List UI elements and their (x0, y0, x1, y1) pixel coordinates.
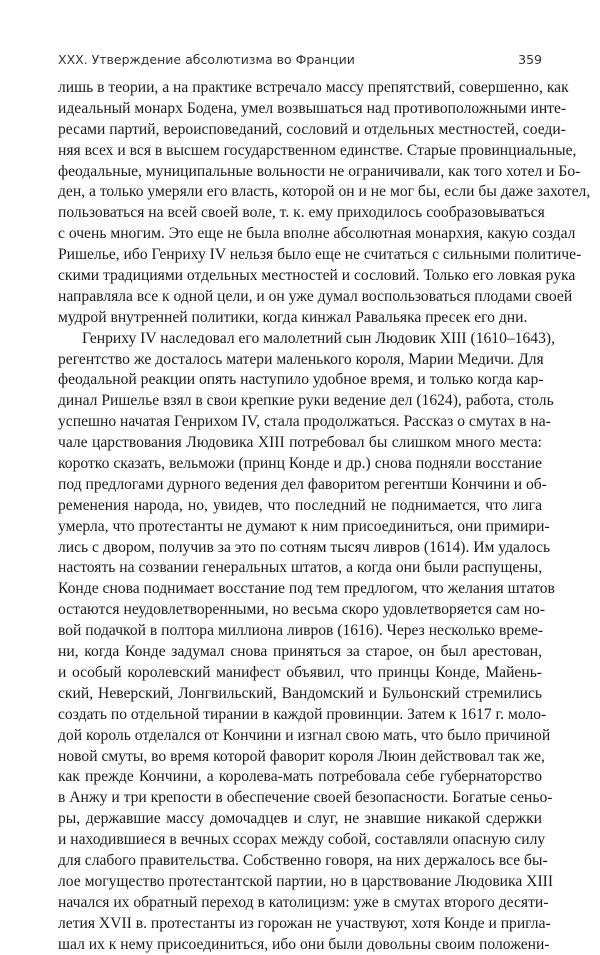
text-line: феодальной реакции опять наступило удобное время, и только когда кар- (58, 371, 544, 389)
text-line: коротко сказать, вельможи (принц Конде и др.) снова подняли восстание (58, 455, 542, 473)
text-line: Генриху IV наследовал его малолетний сын Людовик XIII (1610–1643), (82, 329, 555, 347)
text-line: чале царствования Людовика XIII потребовал бы слишком много места: (58, 434, 542, 452)
text-line: вой подачкой в полтора миллиона ливров (1616). Через несколько време- (58, 622, 544, 640)
running-header (58, 52, 542, 70)
text-line: остаются неудовлетворенными, но весьма скоро удовлетворяется сам но- (58, 601, 546, 619)
text-line: создать по отдельной тирании в каждой провинции. Затем к 1617 г. моло- (58, 705, 547, 723)
text-line: ресами партий, вероисповеданий, сословий и отдельных местностей, соеди- (58, 120, 566, 138)
text-line: ременения народа, но, увидев, что последний не поднимается, что лига (58, 496, 542, 514)
text-line: лись с двором, получив за это по сотням тысяч ливров (1614). Им удалось (58, 538, 551, 556)
text-line: регентство же досталось матери маленького короля, Марии Медичи. Для (58, 350, 544, 368)
text-line: с очень многим. Это еще не была вполне абсолютная монархия, какую создал (58, 225, 576, 243)
text-line: мудрой внутренней политики, когда кинжал Равальяка пресек его дни. (58, 308, 528, 326)
text-line: Конде снова поднимает восстание под тем предлогом, что желания штатов (58, 580, 555, 598)
text-line: шал их к нему присоединиться, ибо они были довольны своим положени- (58, 935, 550, 953)
text-line: начался их обратный переход в католицизм: уже в смутах второго десяти- (58, 893, 549, 911)
text-line: успешно начатая Генрихом IV, стала продолжаться. Рассказ о смутах в на- (58, 413, 551, 431)
text-line: ден, а только умеряли его власть, которой он и не мог бы, если бы даже захотел, (58, 183, 591, 201)
text-line: лое могущество протестантской партии, но в царствование Людовика XIII (58, 872, 554, 890)
text-line: настоять на созвании генеральных штатов, а когда они были распущены, (58, 559, 543, 577)
text-line: и особый королевский манифест объявил, что принцы Конде, Майень- (58, 663, 542, 681)
text-line: идеальный монарх Бодена, умел возвышаться над противоположными инте- (58, 99, 567, 117)
page-number: 359 (518, 52, 542, 67)
text-line: дой король отделался от Кончини и изгнал свою мать, что было причиной (58, 726, 551, 744)
text-line: ры, державшие массу домочадцев и слуг, не знавшие никакой сдержки (58, 810, 542, 828)
chapter-title: XXX. Утверждение абсолютизма во Франции (58, 52, 355, 67)
text-line: скими традициями отдельных местностей и сословий. Только его ловкая рука (58, 267, 576, 285)
text-line: Ришелье, ибо Генриху IV нельзя было еще не считаться с сильными политиче- (58, 246, 582, 264)
text-line: и находившиеся в вечных ссорах между собой, составляли опасную силу (58, 831, 546, 849)
text-line: новой смуты, во время которой фаворит короля Люин действовал так же, (58, 747, 545, 765)
text-line: в Анжу и три крепости в обеспечение своей безопасности. Богатые сеньо- (58, 789, 553, 807)
text-line: направляла все к одной цели, и он уже думал воспользоваться плодами своей (58, 287, 573, 305)
text-line: под предлогами дурного ведения дел фаворитом регентши Кончини и об- (58, 475, 547, 493)
text-line: лишь в теории, а на практике встречало массу препятствий, совершенно, как (58, 79, 569, 96)
text-line: пользоваться на всей своей воле, т. к. ему приходилось сообразовываться (58, 204, 545, 222)
text-line: няя всех и вся в высшем государственном единстве. Старые провинциальные, (58, 141, 577, 159)
text-line: умерла, что протестанты не думают к ним присоединиться, они примири- (58, 517, 550, 535)
text-line: ский, Неверский, Лонгвильский, Вандомский и Бульонский стремились (58, 684, 542, 702)
text-line: динал Ришелье взял в свои крепкие руки ведение дел (1624), работа, столь (58, 392, 554, 410)
text-line: ни, когда Конде задумал снова приняться за старое, он был арестован, (58, 643, 542, 661)
text-line: как прежде Кончини, а королева-мать потребовала себе губернаторство (58, 768, 542, 786)
text-line: для слабого правительства. Собственно говоря, на них держалось все бы- (58, 851, 548, 869)
text-line: феодальные, муниципальные вольности не ограничивали, как того хотел и Бо- (58, 162, 581, 180)
text-line: летия XVII в. протестанты из горожан не участвуют, хотя Конде и пригла- (58, 914, 551, 932)
body-text (58, 78, 591, 955)
